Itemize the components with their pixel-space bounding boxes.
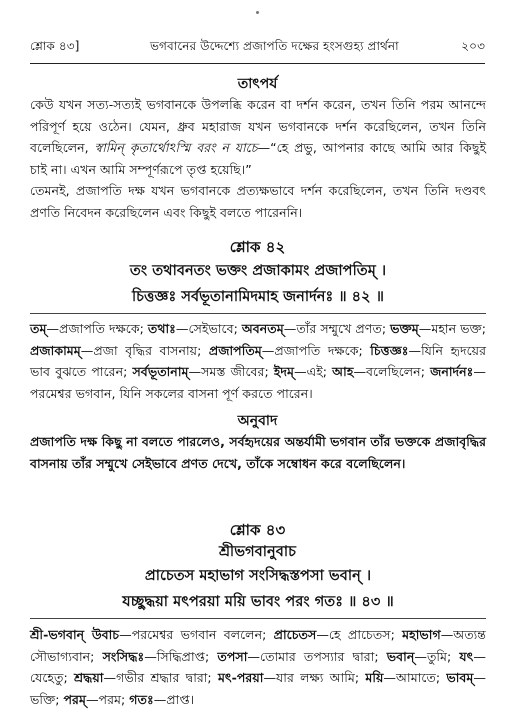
header-verse-ref: শ্লোক ৪৩] — [30, 39, 80, 53]
synonym-meaning: —যার লক্ষ্য আমি; — [263, 670, 366, 685]
header-chapter-title: ভগবানের উদ্দেশ্যে প্রজাপতি দক্ষের হংসগুহ্য প্রার্থনা — [149, 39, 399, 53]
verse-42-translation: প্রজাপতি দক্ষ কিছু না বলতে পারলেও, সর্বহৃদয়ের অন্তর্যামী ভগবান তাঁর ভক্তকে প্রজাবৃদ্ধির বাসনায় তাঁর সম্মুখে সেইভাবে প্রণত দেখে, তাঁকে সম্বোধন করে বলেছিলেন। — [30, 434, 486, 471]
synonym-word: শ্রী-ভগবান্ উবাচ — [30, 627, 120, 642]
synonym-word: চিত্তজ্ঞঃ — [370, 342, 409, 358]
verse-43-synonyms — [30, 624, 486, 710]
verse-43-line-2: যচ্ছুদ্ধয়া মৎপরয়া ময়ি ভাবং পরং গতঃ ॥ ৪৩ ॥ — [122, 593, 394, 610]
synonym-meaning: —আমাতে; — [383, 670, 447, 685]
synonym-word: ভাবম্ — [446, 670, 474, 685]
synonym-word: ময়ি — [365, 670, 384, 685]
synonym-meaning: —গভীর শ্রদ্ধার দ্বারা; — [103, 670, 218, 685]
synonym-meaning: —প্রজাপতি দক্ষকে; — [261, 342, 371, 358]
synonym-word: সর্বভূতানাম্ — [132, 364, 189, 379]
verse-42-line-2: চিত্তজ্ঞঃ সর্বভূতানামিদমাহ জনার্দনঃ ॥ ৪২ ॥ — [132, 288, 384, 305]
verse-43-heading: শ্লোক ৪৩ — [229, 521, 286, 539]
synonym-meaning: —এই; — [294, 364, 333, 379]
purport-quote: স্বামিন্ কৃতার্থোঽস্মি বরং ন যাচে — [94, 140, 258, 155]
verse-42-heading: শ্লোক ৪২ — [229, 238, 286, 256]
synonym-word: তম্ — [30, 321, 47, 336]
synonym-word: জনার্দনঃ — [430, 364, 474, 379]
synonym-word: সংসিদ্ধঃ — [102, 648, 145, 664]
synonym-meaning: —মহান ভক্ত; — [418, 321, 486, 336]
synonym-meaning: —সমস্ত জীবের; — [188, 364, 274, 379]
synonym-meaning: —অত্যন্ত সৌভাগ্যবান; — [30, 627, 486, 664]
synonym-word: ভক্তম্ — [390, 321, 419, 336]
synonym-word: শ্রদ্ধয়া — [74, 670, 104, 685]
purport-paragraph-1 — [30, 94, 486, 180]
verse-43-line-1: প্রাচেতস মহাভাগ সংসিদ্ধস্তপসা ভবান্ । — [144, 567, 372, 584]
synonym-meaning: —যেহেতু; — [30, 648, 486, 685]
synonym-meaning: —পরমেশ্বর ভগবান বললেন; — [119, 627, 274, 642]
synonym-word: তপসা — [217, 648, 248, 664]
synonym-meaning: —তাঁর সম্মুখে প্রণত; — [283, 321, 391, 336]
running-header — [30, 38, 485, 64]
purport-heading: তাৎপর্য — [237, 76, 278, 92]
verse-42-line-1: তং তথাবনতং ভক্তং প্রজাকামং প্রজাপতিম্ । — [129, 262, 387, 279]
synonym-word: ভবান্ — [386, 648, 415, 664]
synonym-meaning: —তুমি; — [414, 648, 460, 664]
translation-heading: অনুবাদ — [237, 413, 278, 429]
synonym-meaning: —যিনি হৃদয়ের ভাব বুঝতে পারেন; — [30, 342, 487, 379]
synonym-word: প্রজাকামম্ — [30, 342, 81, 358]
synonym-word: আহ — [332, 364, 354, 379]
divider — [30, 313, 486, 314]
verse-42-synonyms — [30, 318, 486, 404]
page-speck — [256, 11, 259, 14]
synonym-word: তথাঃ — [147, 321, 176, 336]
synonym-meaning: —প্রজা বৃদ্ধির বাসনায়; — [80, 342, 209, 358]
synonym-meaning: —প্রাপ্ত। — [153, 691, 195, 707]
synonym-word: ইদম্ — [273, 364, 295, 379]
synonym-meaning: —পরম; — [85, 691, 130, 707]
synonym-meaning: —প্রজাপতি দক্ষকে; — [46, 321, 148, 336]
synonym-word: প্রজাপতিম্ — [208, 342, 262, 358]
synonym-word: যৎ — [459, 648, 474, 664]
synonym-meaning: —তোমার তপস্যার দ্বারা; — [247, 648, 387, 664]
synonym-meaning: —হে প্রাচেতস; — [316, 627, 403, 642]
synonym-word: প্রাচেতস — [273, 627, 317, 642]
synonym-word: পরম্ — [63, 691, 86, 707]
synonym-meaning: —পরমেশ্বর ভগবান, যিনি সকলের বাসনা পূর্ণ করতে পারেন। — [30, 364, 486, 401]
synonym-word: গতঃ — [129, 691, 154, 707]
synonym-meaning: —ভক্তি; — [30, 670, 486, 707]
purport-paragraph-2: তেমনই, প্রজাপতি দক্ষ যখন ভগবানকে প্রত্যক্ষভাবে দর্শন করেছিলেন, তখন তিনি দণ্ডবৎ প্রণতি নিবেদন করেছিলেন এবং কিছুই বলতে পারেননি। — [30, 183, 486, 220]
synonym-word: অবনতম্ — [241, 321, 284, 336]
synonym-word: মহাভাগ — [402, 627, 441, 642]
page-number: ২০৩ — [461, 39, 485, 53]
synonym-word: মৎ-পরয়া — [217, 670, 264, 685]
purport-text-1: কেউ যখন সত্য-সত্যই ভগবানকে উপলব্ধি করেন বা দর্শন করেন, তখন তিনি পরম আনন্দে পরিপূর্ণ হয়ে ওঠেন। যেমন, ধ্রুব মহারাজ যখন ভগবানকে দর্শন করেছিলেন, তখন তিনি বলেছিলেন, — [30, 97, 486, 155]
synonym-meaning: —সিদ্ধিপ্রাপ্ত; — [144, 648, 218, 664]
divider — [30, 618, 486, 619]
purport-text-1b: —“হে প্রভু, আপনার কাছে আমি আর কিছুই চাই না। এখন আমি সম্পূর্ণরূপে তৃপ্ত হয়েছি।” — [30, 140, 486, 177]
synonym-meaning: —বলেছিলেন; — [353, 364, 431, 379]
synonym-meaning: —সেইভাবে; — [175, 321, 242, 336]
verse-43-speaker: শ্রীভগবানুবাচ — [219, 543, 296, 560]
